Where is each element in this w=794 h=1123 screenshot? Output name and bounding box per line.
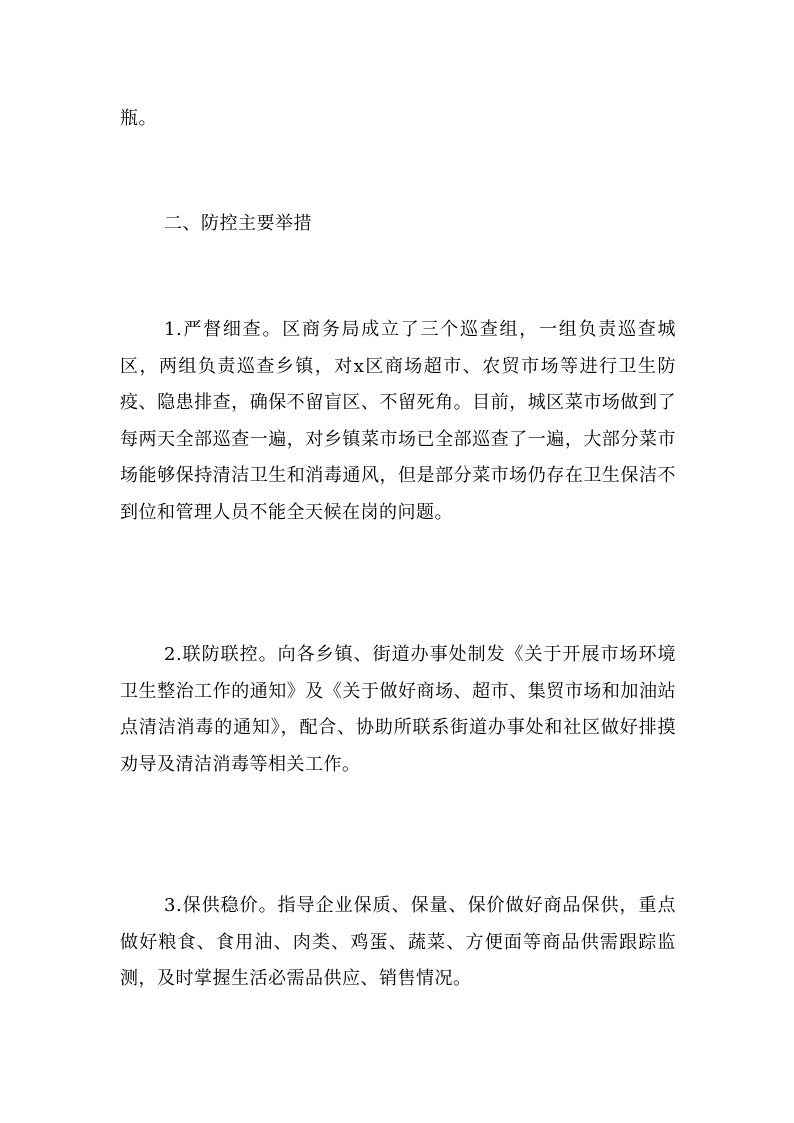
section-heading: 二、防控主要举措 bbox=[164, 213, 312, 234]
paragraph-item-1: 1.严督细查。区商务局成立了三个巡查组，一组负责巡查城区，两组负责巡查乡镇，对x区商场超市、农贸市场等进行卫生防疫、隐患排查，确保不留盲区、不留死角。目前，城区菜市场做到了每两天全部巡查一遍，对乡镇菜市场已全部巡查了一遍，大部分菜市场能够保持清洁卫生和消毒通风，但是部分菜市场仍存在卫生保洁不到位和管理人员不能全天候在岗的问题。 bbox=[120, 319, 676, 523]
paragraph-continuation: 瓶。 bbox=[120, 108, 157, 129]
paragraph-item-3: 3.保供稳价。指导企业保质、保量、保价做好商品保供，重点做好粮食、食用油、肉类、鸡蛋、蔬菜、方便面等商品供需跟踪监测，及时掌握生活必需品供应、销售情况。 bbox=[120, 895, 676, 989]
paragraph-item-2: 2.联防联控。向各乡镇、街道办事处制发《关于开展市场环境卫生整治工作的通知》及《关于做好商场、超市、集贸市场和加油站点清洁消毒的通知》，配合、协助所联系街道办事处和社区做好排摸劝导及清洁消毒等相关工作。 bbox=[120, 644, 676, 775]
